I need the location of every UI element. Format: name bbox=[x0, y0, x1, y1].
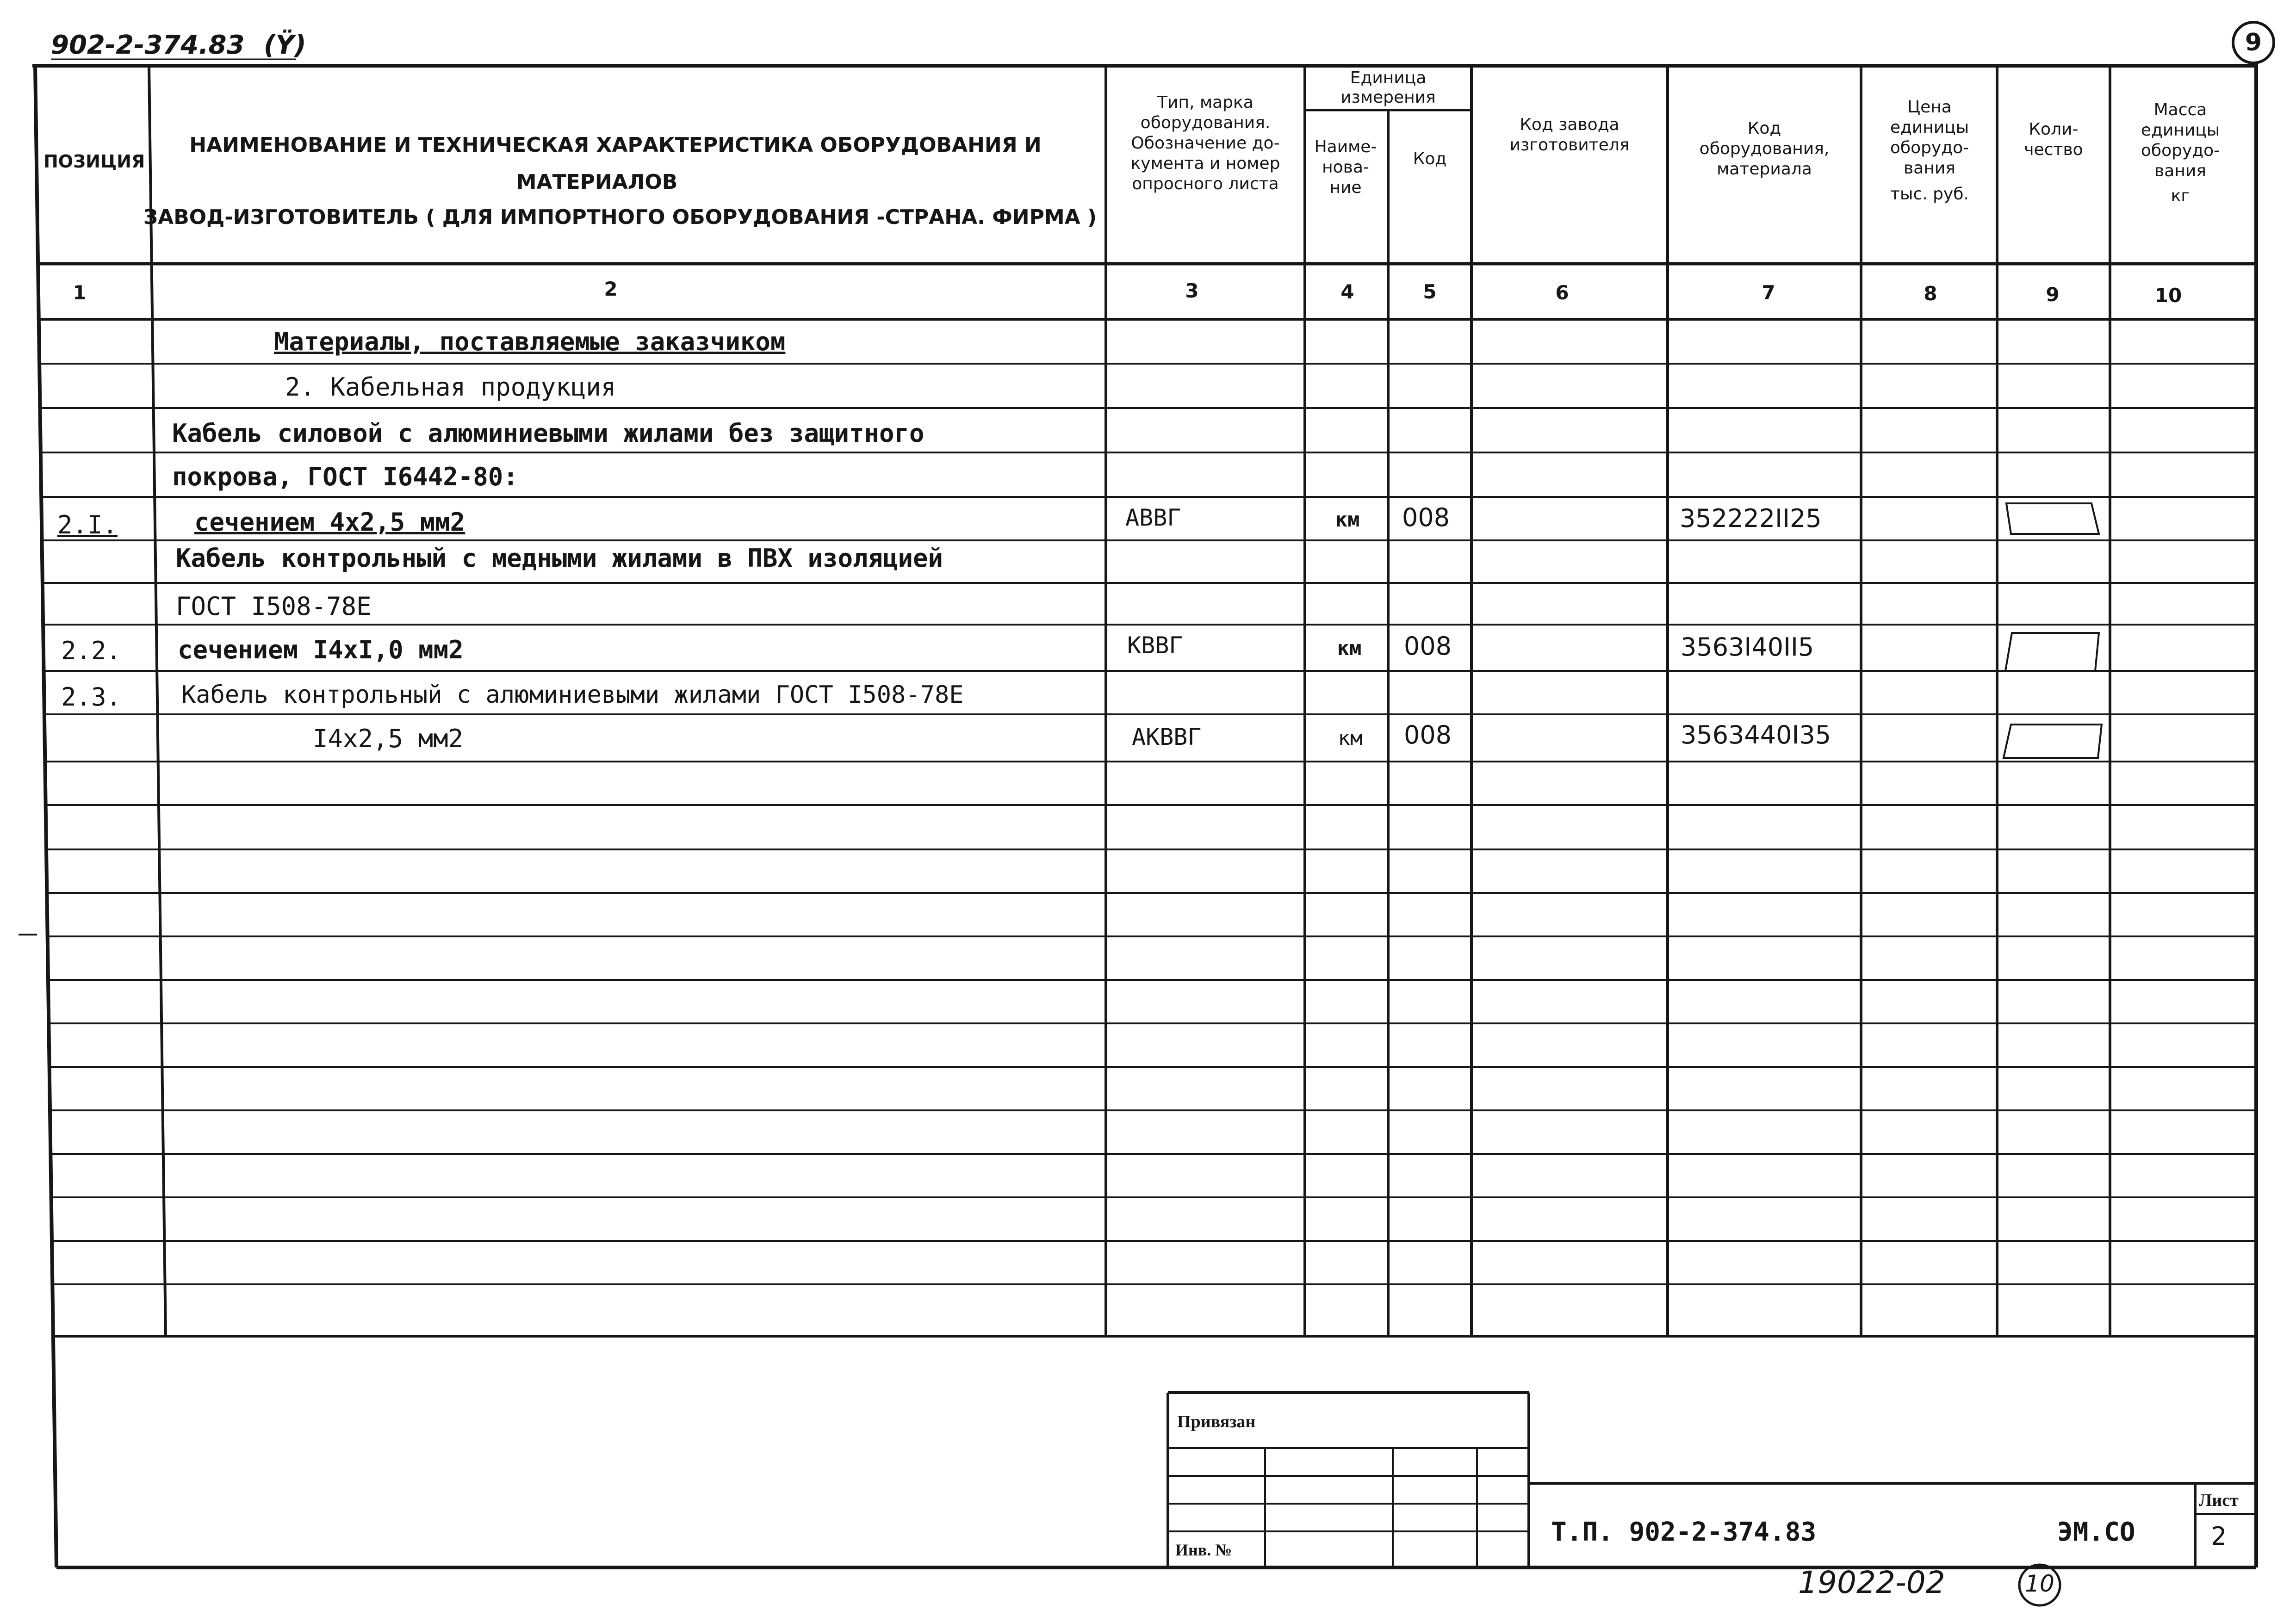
header-equip-code-line: материала bbox=[1717, 160, 1812, 179]
row-unit: км bbox=[1335, 508, 1360, 532]
header-mass-line: Масса bbox=[2153, 100, 2207, 119]
header-mass-line: кг bbox=[2171, 186, 2190, 205]
row-unit: км bbox=[1338, 726, 1363, 750]
header-unit-name-line: Наиме- bbox=[1314, 137, 1377, 156]
header-mass-line: оборудо- bbox=[2141, 141, 2220, 160]
col-number-10: 10 bbox=[2154, 284, 2182, 307]
row-unit-code: 008 bbox=[1402, 503, 1450, 532]
header-unit-name-line: нова- bbox=[1322, 158, 1369, 177]
row-equip-code: 3563440I35 bbox=[1681, 720, 1831, 750]
row-name: Материалы, поставляемые заказчиком bbox=[274, 327, 786, 356]
header-equip-code bbox=[1700, 118, 1830, 180]
row-name: сечением I4хI,0 мм2 bbox=[178, 635, 464, 664]
row-name: I4х2,5 мм2 bbox=[313, 724, 464, 753]
header-qty-line: Коли- bbox=[2029, 120, 2079, 139]
row-name: Кабель силовой с алюминиевыми жилами без защитного bbox=[172, 419, 925, 448]
row-unit: км bbox=[1337, 637, 1362, 660]
row-name: ГОСТ I508-78Е bbox=[176, 592, 372, 621]
header-qty bbox=[2024, 119, 2083, 160]
header-type-line: Обозначение до- bbox=[1131, 134, 1280, 153]
header-price bbox=[1890, 97, 1969, 204]
col-number-8: 8 bbox=[1924, 282, 1937, 305]
col-number-4: 4 bbox=[1340, 280, 1354, 303]
row-type: АВВГ bbox=[1125, 504, 1181, 531]
header-mass-line: вания bbox=[2154, 161, 2206, 180]
row-position: 2.I. bbox=[57, 510, 118, 539]
stamp-title: Т.П. 902-2-374.83 bbox=[1551, 1517, 1817, 1547]
row-unit-code: 008 bbox=[1404, 720, 1452, 750]
row-name: Кабель контрольный с медными жилами в ПВХ изоляцией bbox=[176, 544, 943, 573]
col-number-2: 2 bbox=[604, 278, 618, 300]
header-equip-code-line: оборудования, bbox=[1699, 139, 1830, 158]
col-number-6: 6 bbox=[1555, 281, 1569, 304]
bottom-circle-number: 10 bbox=[2025, 1570, 2054, 1597]
bottom-code: 19022-02 bbox=[1798, 1565, 1945, 1600]
stamp-sheet-number: 2 bbox=[2211, 1522, 2227, 1551]
header-mass bbox=[2141, 100, 2220, 206]
header-factory-code-line: Код завода bbox=[1520, 115, 1620, 134]
row-name: 2. Кабельная продукция bbox=[285, 372, 616, 402]
header-unit-code: Код bbox=[1413, 149, 1447, 168]
header-factory-code-line: изготовителя bbox=[1509, 136, 1630, 155]
header-name-line3: ЗАВОД-ИЗГОТОВИТЕЛЬ ( ДЛЯ ИМПОРТНОГО ОБОРУДОВАНИЯ -СТРАНА. ФИРМА ) bbox=[143, 205, 1097, 229]
col-number-1: 1 bbox=[73, 281, 87, 304]
document-code-number: 902-2-374.83 bbox=[51, 30, 245, 60]
header-type-line: опросного листа bbox=[1132, 174, 1279, 193]
row-name: Кабель контрольный с алюминиевыми жилами ГОСТ I508-78Е bbox=[181, 681, 964, 709]
col-number-9: 9 bbox=[2046, 283, 2060, 306]
header-price-line: оборудо- bbox=[1890, 138, 1969, 157]
header-qty-line: чество bbox=[2024, 140, 2083, 159]
qty-boxes bbox=[2004, 503, 2102, 758]
col-number-3: 3 bbox=[1185, 279, 1199, 302]
header-type-line: оборудования. bbox=[1140, 113, 1271, 132]
header-type bbox=[1131, 93, 1280, 194]
row-position: 2.3. bbox=[61, 682, 122, 712]
document-code-mark: (Ÿ) bbox=[263, 30, 306, 60]
header-unit-name bbox=[1315, 137, 1377, 198]
header-price-line: единицы bbox=[1890, 118, 1969, 137]
header-factory-code bbox=[1510, 115, 1630, 155]
document-code bbox=[51, 32, 306, 58]
col-sep-1 bbox=[149, 66, 166, 1336]
row-lines bbox=[40, 364, 2256, 1284]
frame-left bbox=[35, 66, 56, 1567]
header-unit bbox=[1340, 68, 1435, 107]
header-name-line1: НАИМЕНОВАНИЕ И ТЕХНИЧЕСКАЯ ХАРАКТЕРИСТИКА ОБОРУДОВАНИЯ И bbox=[189, 133, 1042, 157]
header-type-line: кумента и номер bbox=[1130, 154, 1280, 173]
header-unit-line: измерения bbox=[1340, 88, 1436, 107]
row-position: 2.2. bbox=[61, 636, 122, 665]
col-number-7: 7 bbox=[1762, 281, 1775, 304]
header-price-line: Цена bbox=[1907, 98, 1952, 117]
header-name-line2: МАТЕРИАЛОВ bbox=[516, 170, 678, 194]
stamp-sheet-label: Лист bbox=[2199, 1491, 2239, 1510]
stamp-inv: Инв. № bbox=[1175, 1541, 1232, 1559]
header-price-line: вания bbox=[1904, 159, 1955, 178]
stamp-section: ЭМ.СО bbox=[2057, 1517, 2135, 1547]
header-unit-name-line: ние bbox=[1329, 178, 1362, 197]
row-equip-code: 3563I40II5 bbox=[1681, 632, 1814, 662]
stamp-privyazan: Привязан bbox=[1177, 1412, 1256, 1431]
row-equip-code: 352222II25 bbox=[1680, 504, 1822, 533]
row-name: покрова, ГОСТ I6442-80: bbox=[172, 462, 518, 491]
row-type: АКВВГ bbox=[1132, 724, 1202, 750]
header-unit-line: Единица bbox=[1350, 68, 1427, 87]
page-circle-number: 9 bbox=[2245, 29, 2262, 56]
header-position: ПОЗИЦИЯ bbox=[43, 151, 145, 172]
header-type-line: Тип, марка bbox=[1157, 93, 1253, 112]
header-mass-line: единицы bbox=[2141, 121, 2220, 140]
col-number-5: 5 bbox=[1423, 280, 1437, 303]
row-name: сечением 4х2,5 мм2 bbox=[194, 508, 465, 537]
header-price-line: тыс. руб. bbox=[1890, 185, 1969, 204]
row-type: КВВГ bbox=[1127, 632, 1183, 659]
row-unit-code: 008 bbox=[1404, 632, 1452, 661]
header-equip-code-line: Код bbox=[1747, 119, 1781, 138]
